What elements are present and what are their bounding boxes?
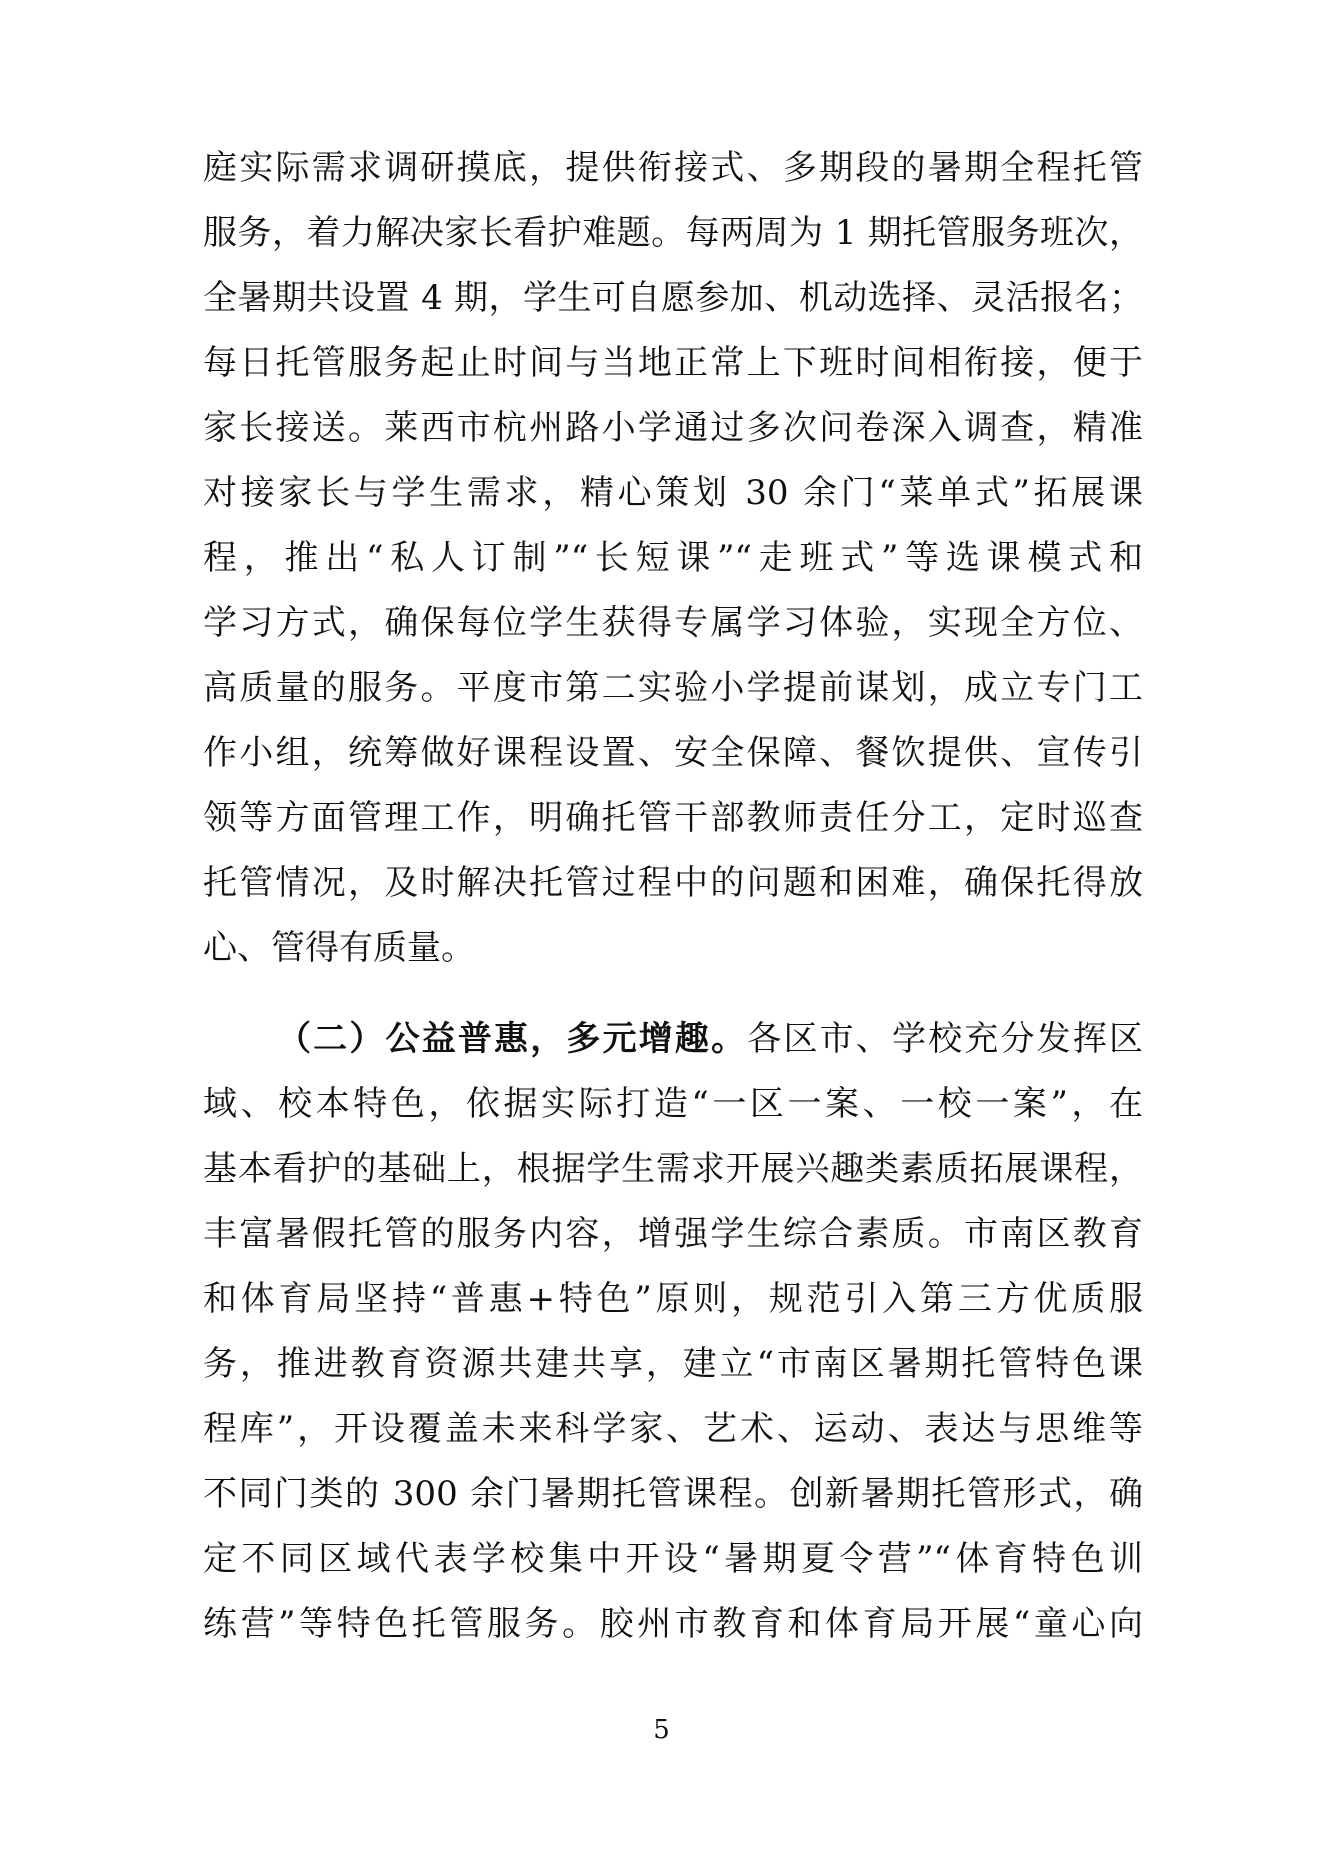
text-line: 全暑期共设置 4 期，学生可自愿参加、机动选择、灵活报名；: [203, 278, 1143, 318]
text-line: 丰富暑假托管的服务内容，增强学生综合素质。市南区教育: [203, 1214, 1143, 1254]
text-line: 程库”，开设覆盖未来科学家、艺术、运动、表达与思维等: [203, 1409, 1143, 1449]
section-heading: （二）公益普惠，多元增趣。: [277, 1019, 748, 1059]
text-line: 和体育局坚持“普惠+特色”原则，规范引入第三方优质服: [203, 1279, 1143, 1319]
text-line: 作小组，统筹做好课程设置、安全保障、餐饮提供、宣传引: [203, 733, 1143, 773]
text-line: 基本看护的基础上，根据学生需求开展兴趣类素质拓展课程，: [203, 1149, 1143, 1189]
text-line: 练营”等特色托管服务。胶州市教育和体育局开展“童心向: [203, 1604, 1143, 1644]
text-line: 服务，着力解决家长看护难题。每两周为 1 期托管服务班次，: [203, 213, 1143, 253]
text-line: 不同门类的 300 余门暑期托管课程。创新暑期托管形式，确: [203, 1474, 1143, 1514]
text-line: 领等方面管理工作，明确托管干部教师责任分工，定时巡查: [203, 798, 1143, 838]
text-line: 高质量的服务。平度市第二实验小学提前谋划，成立专门工: [203, 668, 1143, 708]
section-first-line: [277, 1009, 1143, 1069]
section-first-line-text: 各区市、学校充分发挥区: [747, 1019, 1144, 1059]
text-line: 学习方式，确保每位学生获得专属学习体验，实现全方位、: [203, 603, 1143, 643]
text-line: 务，推进教育资源共建共享，建立“市南区暑期托管特色课: [203, 1344, 1143, 1384]
text-line: 每日托管服务起止时间与当地正常上下班时间相衔接，便于: [203, 343, 1143, 383]
text-line: 庭实际需求调研摸底，提供衔接式、多期段的暑期全程托管: [203, 148, 1143, 188]
text-line: 定不同区域代表学校集中开设“暑期夏令营”“体育特色训: [203, 1539, 1143, 1579]
text-line: 域、校本特色，依据实际打造“一区一案、一校一案”，在: [203, 1084, 1143, 1124]
text-line: 托管情况，及时解决托管过程中的问题和困难，确保托得放: [203, 863, 1143, 903]
text-line: 对接家长与学生需求，精心策划 30 余门“菜单式”拓展课: [203, 473, 1143, 513]
text-line: 心、管得有质量。: [203, 928, 475, 968]
text-line: 家长接送。莱西市杭州路小学通过多次问卷深入调查，精准: [203, 408, 1143, 448]
page-number: 5: [653, 1715, 670, 1745]
text-line: 程，推出“私人订制”“长短课”“走班式”等选课模式和: [203, 538, 1143, 578]
